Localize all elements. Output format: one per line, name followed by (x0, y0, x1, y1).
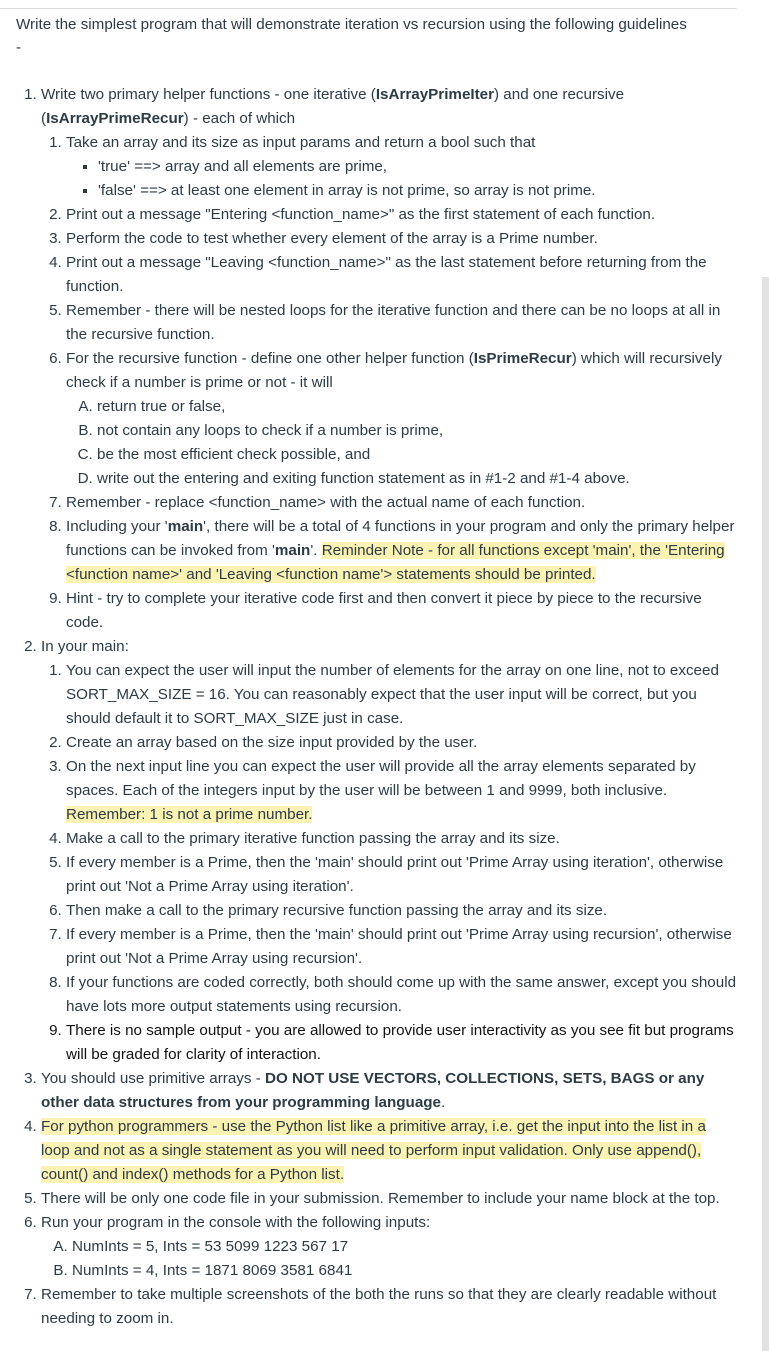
list-item: 2. Create an array based on the size input provided by the user. (66, 731, 738, 755)
top-divider (0, 8, 737, 9)
sub-list (41, 1235, 738, 1283)
list-item: 4. Make a call to the primary iterative function passing the array and its size. (66, 827, 738, 851)
list-item: A. return true or false, (97, 395, 738, 419)
list-item: 9. There is no sample output - you are allowed to provide user interactivity as you see fit but programs will be graded for clarity of interaction. (66, 1019, 738, 1067)
list-item: C. be the most efficient check possible, and (97, 443, 738, 467)
guidelines-list (16, 83, 738, 1331)
list-item: 5. There will be only one code file in your submission. Remember to include your name block at the top. (41, 1187, 738, 1211)
list-item: 5. If every member is a Prime, then the 'main' should print out 'Prime Array using iteration', otherwise print out 'Not a Prime Array using iteration'. (66, 851, 738, 899)
list-item: 7. Remember - replace <function_name> with the actual name of each function. (66, 491, 738, 515)
list-item: 3. You should use primitive arrays - DO NOT USE VECTORS, COLLECTIONS, SETS, BAGS or any other data structures from your programming language. (41, 1067, 738, 1115)
list-item: 8. If your functions are coded correctly, both should come up with the same answer, except you should have lots more output statements using recursion. (66, 971, 738, 1019)
list-item: ▪ 'true' ==> array and all elements are prime, (98, 155, 738, 179)
list-item (41, 1115, 738, 1187)
list-item: B. NumInts = 4, Ints = 1871 8069 3581 6841 (72, 1259, 738, 1283)
list-item: 1. You can expect the user will input the number of elements for the array on one line, not to exceed SORT_MAX_SIZE = 16. You can reasonably expect that the user input will be correct, but you should default it to SORT_MAX_SIZE just in case. (66, 659, 738, 731)
list-item: 2. In your main: 1. You can expect the user will input the number of elements for the array on one line, not to exceed SORT_MAX_SIZE = 16. You can reasonably expect that the user input will be correct, but you should default it to SORT_MAX_SIZE just in case. 2. Create an array based on the size input provided by the user. 3. On the next input line you can expect the user will provide all the array elements separated by spaces. Each of the integers input by the user will be between 1 and 9999, both inclusive. Remember: 1 is not a prime number. 4. Make a call to the primary iterative function passing the array and its size. 5. If every member is a Prime, then the 'main' should print out 'Prime Array using iteration', otherwise print out 'Not a Prime Array using iteration'. 6. Then make a call to the primary recursive function passing the array and its size. 7. If every member is a Prime, then the 'main' should print out 'Prime Array using recursion', otherwise print out 'Not a Prime Array using recursion'. 8. If your functions are coded correctly, both should come up with the same answer, except you should have lots more output statements using recursion. 9. There is no sample output - you are allowed to provide user interactivity as you see fit but programs will be graded for clarity of interaction. (41, 635, 738, 1067)
list-item: 3. On the next input line you can expect the user will provide all the array elements separated by spaces. Each of the integers input by the user will be between 1 and 9999, both inclusive. Remember: 1 is not a prime number. (66, 755, 738, 827)
list-item: 1. Write two primary helper functions - one iterative (IsArrayPrimeIter) and one recursive (IsArrayPrimeRecur) - each of which 1. Take an array and its size as input params and return a bool such that ▪ 'true' ==> array and all elements are prime, ▪ 'false' ==> at least one element in array is not prime, so array is not prime. 2. Print out a message "Entering <function_name>" as the first statement of each function. 3. Perform the code to test whether every element of the array is a Prime number. 4. Print out a message "Leaving <function_name>" as the last statement before returning from the function. 5. Remember - there will be nested loops for the iterative function and there can be no loops at all in the recursive function. 6. For the recursive function - define one other helper function (IsPrimeRecur) which will recursively check if a number is prime or not - it will A. return true or false, B. not contain any loops to check if a number is prime, C. be the most efficient check possible, and D. write out the entering and exiting function statement as in #1-2 and #1-4 above. 7. Remember - replace <function_name> with the actual name of each function. 8. Including your 'main', there will be a total of 4 functions in your program and only the primary helper functions can be invoked from 'main'. Reminder Note - for all functions except 'main', the 'Entering <function name>' and 'Leaving <function name'> statements should be printed. 9. Hint - try to complete your iterative code first and then convert it piece by piece to the recursive code. (41, 83, 738, 635)
page-title: Write the simplest program that will demonstrate iteration vs recursion using the following guidelines (16, 16, 687, 33)
bullet-list (66, 155, 738, 203)
sub-list (41, 659, 738, 1067)
list-item: D. write out the entering and exiting function statement as in #1-2 and #1-4 above. (97, 467, 738, 491)
sub-list (66, 395, 738, 491)
assignment-content (16, 13, 738, 1331)
list-item: 5. Remember - there will be nested loops for the iterative function and there can be no loops at all in the recursive function. (66, 299, 738, 347)
list-item: 7. If every member is a Prime, then the 'main' should print out 'Prime Array using recursion', otherwise print out 'Not a Prime Array using recursion'. (66, 923, 738, 971)
sub-list (41, 131, 738, 635)
list-item: 7. Remember to take multiple screenshots of the both the runs so that they are clearly readable without needing to zoom in. (41, 1283, 738, 1331)
list-item: 6. For the recursive function - define one other helper function (IsPrimeRecur) which will recursively check if a number is prime or not - it will A. return true or false, B. not contain any loops to check if a number is prime, C. be the most efficient check possible, and D. write out the entering and exiting function statement as in #1-2 and #1-4 above. (66, 347, 738, 491)
list-item: 3. Perform the code to test whether every element of the array is a Prime number. (66, 227, 738, 251)
scrollbar[interactable] (762, 277, 769, 1351)
list-item: 8. Including your 'main', there will be a total of 4 functions in your program and only the primary helper functions can be invoked from 'main'. Reminder Note - for all functions except 'main', the 'Entering <function name>' and 'Leaving <function name'> statements should be printed. (66, 515, 738, 587)
list-item: 9. Hint - try to complete your iterative code first and then convert it piece by piece to the recursive code. (66, 587, 738, 635)
list-item: 6. Run your program in the console with the following inputs: A. NumInts = 5, Ints = 53 5099 1223 567 17 B. NumInts = 4, Ints = 1871 8069 3581 6841 (41, 1211, 738, 1283)
list-item: 1. Take an array and its size as input params and return a bool such that ▪ 'true' ==> array and all elements are prime, ▪ 'false' ==> at least one element in array is not prime, so array is not prime. (66, 131, 738, 203)
dash-line: - (16, 39, 22, 56)
list-item: ▪ 'false' ==> at least one element in array is not prime, so array is not prime. (98, 179, 738, 203)
highlighted-note: For python programmers - use the Python list like a primitive array, i.e. get the input into the list in a loop and not as a single statement as you will need to perform input validation. Only use append(), count() and index() methods for a Python list. (41, 1118, 706, 1183)
list-item: 4. Print out a message "Leaving <function_name>" as the last statement before returning from the function. (66, 251, 738, 299)
list-item: 2. Print out a message "Entering <function_name>" as the first statement of each function. (66, 203, 738, 227)
list-item: A. NumInts = 5, Ints = 53 5099 1223 567 17 (72, 1235, 738, 1259)
highlighted-note: Remember: 1 is not a prime number. (66, 806, 313, 823)
highlighted-note: Reminder Note - for all functions except 'main', the 'Entering <function name>' and 'Leaving <function name'> statements should be printed. (66, 542, 725, 583)
list-item: B. not contain any loops to check if a number is prime, (97, 419, 738, 443)
list-item: 6. Then make a call to the primary recursive function passing the array and its size. (66, 899, 738, 923)
